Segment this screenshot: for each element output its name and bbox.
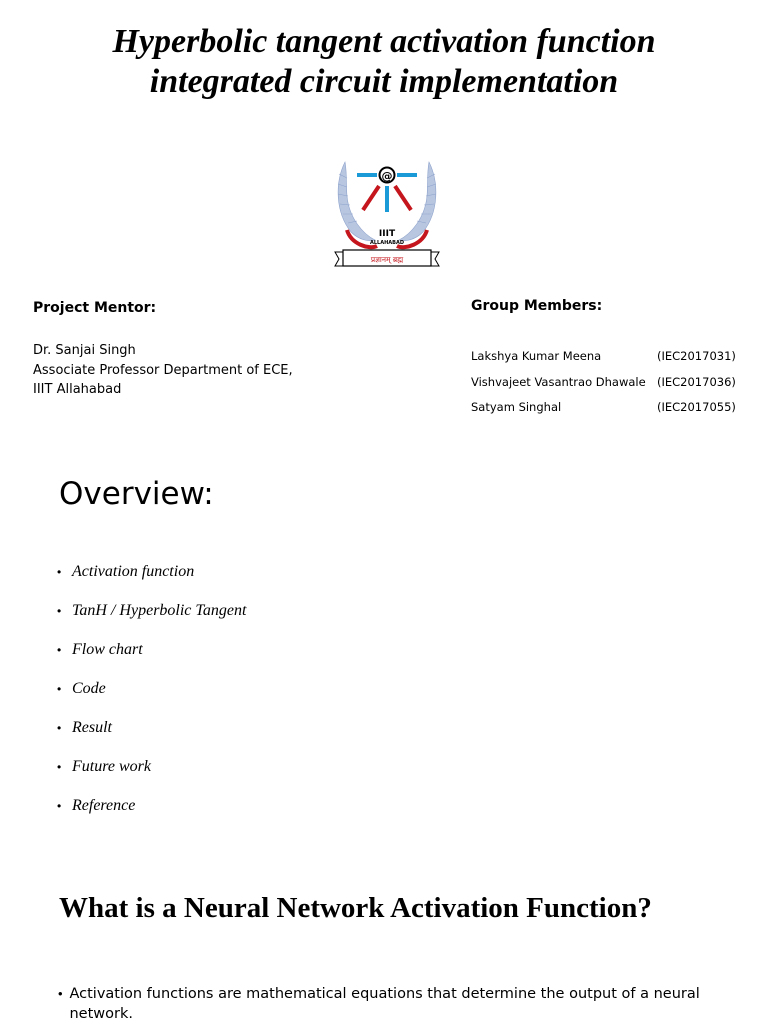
mentor-details [33,341,293,400]
logo-text: IIIT [378,229,396,239]
member-name: Lakshya Kumar Meena [471,349,602,363]
list-item-text: Flow chart [72,641,143,658]
member-name: Satyam Singhal [471,400,562,414]
group-member [471,349,761,375]
logo-banner: प्रज्ञानम् ब्रह्म [370,255,404,264]
group-member [471,375,761,401]
bullet-icon: • [57,682,62,696]
member-id: (IEC2017031) [657,349,736,363]
page-title [0,22,768,102]
bullet-icon: • [57,760,62,774]
bullet-icon: • [58,986,63,1001]
list-item [57,602,246,641]
mentor-designation: Associate Professor Department of ECE, [33,362,293,378]
section-paragraph [58,984,738,1024]
list-item [57,641,246,680]
list-item [57,719,246,758]
member-id: (IEC2017036) [657,374,736,389]
overview-heading: Overview: [59,476,214,512]
list-item [57,563,246,602]
list-item [57,797,246,836]
logo-subtext: ALLAHABAD [370,240,404,246]
title-line-1: Hyperbolic tangent activation function [112,23,656,60]
list-item-text: Future work [72,758,151,775]
group-members-heading: Group Members: [471,298,603,314]
title-line-2: integrated circuit implementation [149,63,619,100]
section-heading: What is a Neural Network Activation Function? [59,892,652,924]
list-item [57,758,246,797]
mentor-heading: Project Mentor: [33,300,157,316]
list-item-text: Code [72,680,106,697]
list-item-text: TanH / Hyperbolic Tangent [72,602,247,619]
mentor-name: Dr. Sanjai Singh [33,343,136,358]
list-item-text: Reference [72,797,136,814]
group-member [471,400,761,426]
overview-list [57,563,246,836]
iiit-allahabad-logo-icon [333,152,441,270]
bullet-icon: • [57,799,62,813]
group-members-list [471,349,761,426]
bullet-icon: • [57,721,62,735]
svg-text:@: @ [381,169,393,183]
bullet-icon: • [57,604,62,618]
bullet-icon: • [57,643,62,657]
list-item [57,680,246,719]
mentor-institute: IIIT Allahabad [33,382,122,397]
list-item-text: Result [72,719,112,736]
list-item-text: Activation function [72,563,195,580]
member-id: (IEC2017055) [657,400,736,414]
member-name: Vishvajeet Vasantrao Dhawale [471,374,646,389]
paragraph-text: Activation functions are mathematical equations that determine the output of a neural network. [69,986,700,1022]
bullet-icon: • [57,565,62,579]
